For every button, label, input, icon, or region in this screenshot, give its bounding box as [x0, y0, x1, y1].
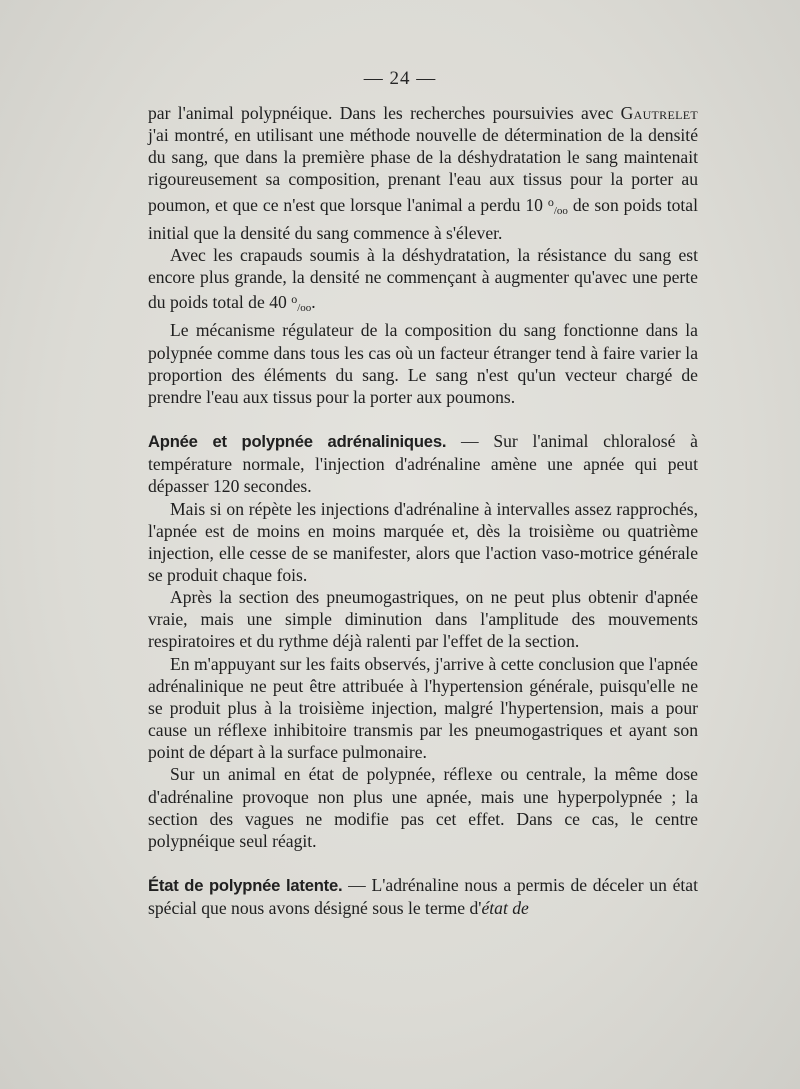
- paragraph: Avec les crapauds soumis à la déshydratation, la résistance du sang est encore plus grande, la densité ne commençant à augmenter qu'avec une perte du poids total de 40 $^o_{/oo}$.: [148, 244, 698, 315]
- section-heading: Apnée et polypnée adrénaliniques.: [148, 432, 447, 452]
- author-name: Gautrelet: [620, 103, 698, 123]
- section-paragraph: État de polypnée latente. — L'adrénaline nous a permis de déceler un état spécial que nous avons désigné sous le terme d'état de: [148, 875, 698, 919]
- page-number: — 24 —: [363, 68, 437, 89]
- paragraph: En m'appuyant sur les faits observés, j'arrive à cette conclusion que l'apnée adrénalinique ne peut être attribuée à l'hypertension générale, puisqu'elle ne se produit plus à la troisième injection, malgré l'hypertension, mais a pour cause un réflexe inhibitoire transmis par les pneumogastriques et ayant son point de départ à la surface pulmonaire.: [148, 653, 698, 763]
- paragraph: Sur un animal en état de polypnée, réflexe ou centrale, la même dose d'adrénaline provoque non plus une apnée, mais une hyperpolypnée ; la section des vagues ne modifie pas cet effet. Dans ce cas, le centre polypnéique seul réagit.: [148, 764, 698, 851]
- section-paragraph: Apnée et polypnée adrénaliniques. — Sur l'animal chloralosé à température normale, l'injection d'adrénaline amène une apnée qui peut dépasser 120 secondes.: [148, 431, 698, 497]
- section-heading: État de polypnée latente.: [148, 876, 343, 895]
- paragraph: Mais si on répète les injections d'adrénaline à intervalles assez rapprochés, l'apnée est de moins en moins marquée et, dès la troisième ou quatrième injection, elle cesse de se manifester, alors que l'action vaso-motrice générale se produit chaque fois.: [148, 498, 698, 585]
- paragraph: Le mécanisme régulateur de la composition du sang fonctionne dans la polypnée comme dans tous les cas où un facteur étranger tend à faire varier la proportion des éléments du sang. Le sang n'est qu'un vecteur chargé de prendre l'eau aux tissus pour la porter aux poumons.: [148, 320, 698, 407]
- paragraph: Après la section des pneumogastriques, on ne peut plus obtenir d'apnée vraie, mais une simple diminution dans l'amplitude des mouvements respiratoires et du rythme déjà ralenti par l'effet de la section.: [148, 587, 698, 652]
- paragraph: par l'animal polypnéique. Dans les recherches poursuivies avec Gautrelet j'ai montré, en utilisant une méthode nouvelle de détermination de la densité du sang, que dans la première phase de la déshydratation le sang maintenait rigoureusement sa composition, prenant l'eau aux tissus pour la porter au poumon, et que ce n'est que lorsque l'animal a perdu 10 $^o_{/oo}$ de son poids total initial que la densité du sang commence à s'élever.: [148, 103, 698, 243]
- body-text: [148, 102, 698, 919]
